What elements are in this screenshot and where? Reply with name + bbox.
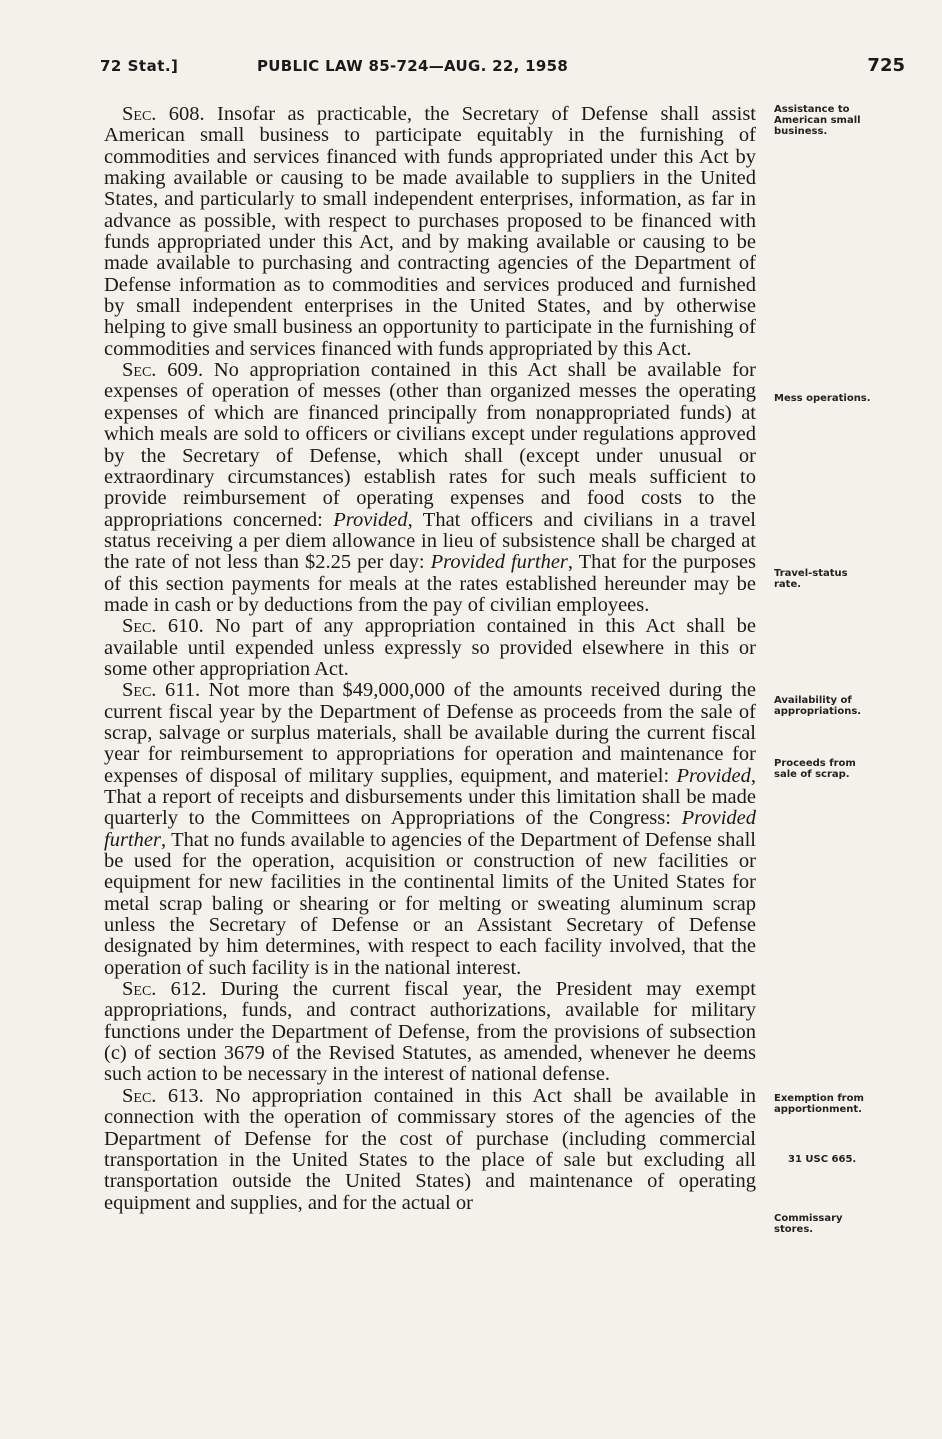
law-title: PUBLIC LAW 85-724—AUG. 22, 1958 bbox=[257, 57, 569, 75]
section-611 bbox=[104, 680, 756, 979]
section-610 bbox=[104, 616, 756, 680]
margin-note-travel-status: Travel-status rate. bbox=[774, 568, 848, 590]
section-text: , That officers and civilians in a travel status receiving a per diem allowance in lieu of subsistence shall be charged at the rate of not less than $2.25 per day: bbox=[104, 508, 756, 574]
section-text: No appropriation contained in this Act shall be available for expenses of operation of messes (other than organized messes the operating expenses of which are financed principally from nonappropriated funds) at which meals are sold to officers or civilians except under regulations approved by the Secretary of Defense, which shall (except under unusual or extraordinary circumstances) establish rates for such meals sufficient to provide reimbursement of operating expenses and food costs to the appropriations concerned: bbox=[104, 359, 756, 531]
section-612 bbox=[104, 979, 756, 1086]
section-613 bbox=[104, 1086, 756, 1214]
section-608 bbox=[104, 104, 756, 360]
margin-note-proceeds-scrap: Proceeds from sale of scrap. bbox=[774, 758, 856, 780]
statute-body bbox=[104, 104, 756, 1214]
proviso-italic: Provided further bbox=[104, 807, 756, 851]
margin-note-usc-citation: 31 USC 665. bbox=[788, 1154, 857, 1165]
section-label: Sec. 608. bbox=[122, 103, 205, 125]
section-text: No appropriation contained in this Act shall be available in connection with the operation of commissary stores of the agencies of the Department of Defense for the cost of purchase (including commercial transportation in the United States to the place of sale but excluding all transportation outside the United States) and maintenance of operating equipment and supplies, and for the actual or bbox=[104, 1084, 756, 1214]
margin-note-exemption: Exemption from apportionment. bbox=[774, 1093, 864, 1115]
page-number: 725 bbox=[867, 55, 905, 76]
page-header bbox=[100, 55, 905, 85]
proviso-italic: Provided bbox=[676, 764, 751, 787]
section-text: , That a report of receipts and disbursements under this limitation shall be made quarterly to the Committees on Appropriations of the Congress: bbox=[104, 764, 756, 830]
section-text: Insofar as practicable, the Secretary of Defense shall assist American small business to participate equitably in the furnishing of commodities and services financed with funds appropriated under this Act by making available or causing to be made available to suppliers in the United States, and particularly to small independent enterprises, information, as far in advance as possible, with respect to purchases proposed to be financed with funds appropriated under this Act, and by making available or causing to be made available to purchasing and contracting agencies of the Department of Defense information as to commodities and services produced and furnished by small independent enterprises in the United States, and by otherwise helping to give small business an opportunity to participate in the furnishing of commodities and services financed with funds appropriated by this Act. bbox=[104, 103, 756, 360]
section-label: Sec. 609. bbox=[122, 359, 204, 382]
margin-note-availability: Availability of appropriations. bbox=[774, 695, 862, 717]
section-text: During the current fiscal year, the President may exempt appropriations, funds, and contract authorizations, available for military functions under the Department of Defense, from the provisions of subsection (c) of section 3679 of the Revised Statutes, as amended, whenever he deems such action to be necessary in the interest of national defense. bbox=[104, 978, 756, 1086]
section-label: Sec. 611. bbox=[122, 679, 201, 702]
section-label: Sec. 610. bbox=[122, 615, 204, 638]
proviso-italic: Provided bbox=[333, 508, 408, 531]
statute-reference: 72 Stat.] bbox=[100, 57, 179, 75]
section-text: Not more than $49,000,000 of the amounts received during the current fiscal year by the Department of Defense as proceeds from the sale of scrap, salvage or surplus materials, shall be available during the current fiscal year for reimbursement to appropriations for operation and maintenance for expenses of disposal of military supplies, equipment, and materiel: bbox=[104, 679, 757, 787]
section-609 bbox=[104, 360, 756, 616]
section-text: No part of any appropriation contained in this Act shall be available until expended unless expressly so provided elsewhere in this or some other appropriation Act. bbox=[104, 615, 756, 680]
section-label: Sec. 612. bbox=[122, 978, 207, 1001]
section-label: Sec. 613. bbox=[122, 1084, 204, 1107]
section-text: , That for the purposes of this section payments for meals at the rates established hereunder may be made in cash or by deductions from the pay of civilian employees. bbox=[104, 551, 757, 616]
margin-note-mess-operations: Mess operations. bbox=[774, 393, 871, 404]
section-text: , That no funds available to agencies of the Department of Defense shall be used for the operation, acquisition or construction of new facilities or equipment for new facilities in the continental limits of the United States for metal scrap baling or shearing or for melting or sweating aluminum scrap unless the Secretary of Defense or an Assistant Secretary of Defense designated by him determines, with respect to each facility involved, that the operation of such facility is in the national interest. bbox=[104, 828, 756, 979]
margin-note-commissary: Commissary stores. bbox=[774, 1213, 843, 1235]
proviso-italic: Provided further bbox=[430, 551, 568, 574]
margin-note-small-business: Assistance to American small business. bbox=[774, 104, 861, 137]
